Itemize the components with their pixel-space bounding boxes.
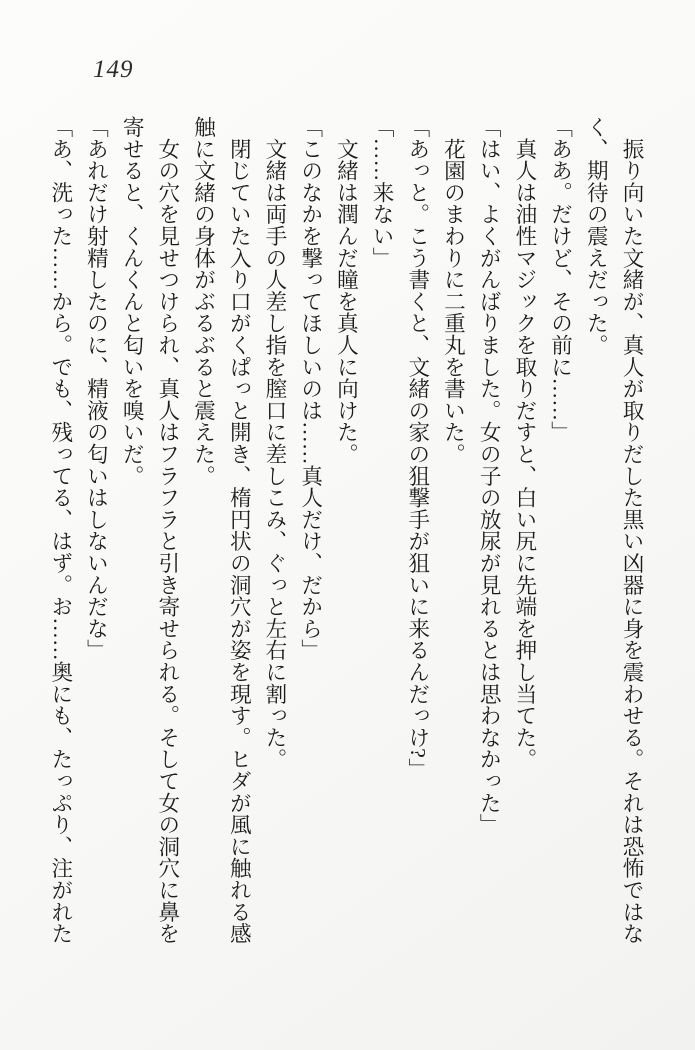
text-column-03: 「ああ。だけど、その前に……」 [548, 116, 573, 443]
text-block [42, 116, 649, 947]
text-column-01: 振り向いた文緒が、真人が取りだした黒い凶器に身を震わせる。それは恐怖ではな [620, 116, 644, 945]
text-column-06: 花園のまわりに二重丸を書いた。 [441, 116, 466, 465]
text-column-12: 閉じていた入り口がくぱっと開き、楕円状の洞穴が姿を現す。ヒダが風に触れる感 [227, 116, 252, 945]
text-column-14: 女の穴を見せつけられ、真人はフラフラと引き寄せられる。そして女の洞穴に鼻を [155, 116, 180, 945]
text-column-11: 文緒は両手の人差し指を膣口に差しこみ、ぐっと左右に割った。 [262, 116, 287, 770]
text-column-05: 「はい、よくがんばりました。女の子の放尿が見れるとは思わなかった」 [477, 116, 502, 836]
text-column-09: 文緒は潤んだ瞳を真人に向けた。 [334, 116, 359, 465]
text-column-02: く、期待の震えだった。 [584, 116, 609, 356]
text-column-04: 真人は油性マジックを取りだすと、白い尻に先端を押し当てた。 [512, 116, 537, 770]
text-column-16: 「あれだけ射精したのに、精液の匂いはしないんだな」 [84, 116, 109, 661]
text-column-15: 寄せると、くんくんと匂いを嗅いだ。 [120, 116, 145, 487]
text-column-17: 「あ、洗った……から。でも、残ってる、はず。お……奥にも、たっぷり、注がれた [48, 116, 73, 945]
text-column-13: 触に文緒の身体がぶるぶると震えた。 [191, 116, 216, 487]
text-column-07: 「あっと。こう書くと、文緒の家の狙撃手が狙いに来るんだっけ?」 [405, 116, 430, 780]
text-column-08: 「……来ない」 [370, 116, 395, 269]
text-column-10: 「このなかを撃ってほしいのは……真人だけ、だから」 [298, 116, 323, 661]
page-number: 149 [93, 56, 134, 83]
